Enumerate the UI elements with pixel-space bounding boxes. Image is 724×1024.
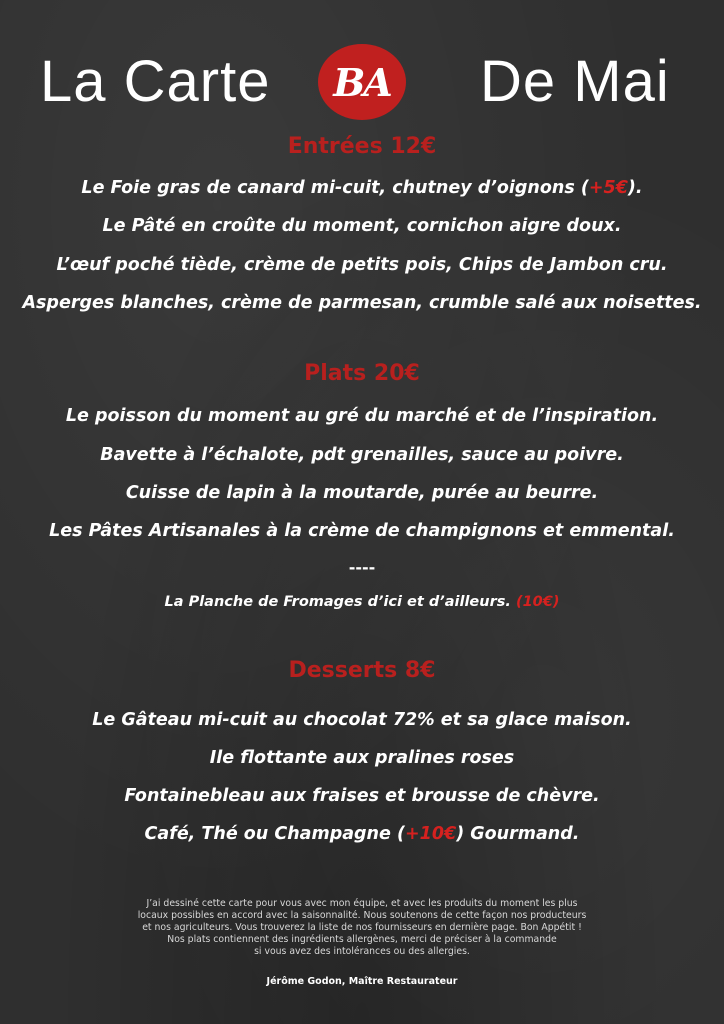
price-supplement: +5€: [588, 178, 628, 198]
separator: ----: [348, 558, 376, 577]
footer-line: locaux possibles en accord avec la saisonnalité. Nous soutenons de cette façon nos producteurs: [137, 910, 587, 921]
footer-line: si vous avez des intolérances ou des allergies.: [254, 946, 470, 957]
desserts-title: Desserts 8€: [288, 658, 436, 683]
footer-line: Nos plats contiennent des ingrédients allergènes, merci de préciser à la commande: [167, 934, 557, 945]
price-supplement: +10€: [404, 824, 457, 844]
menu-header: [0, 0, 724, 130]
title-la-carte: La Carte: [40, 49, 271, 114]
entree-item-foie-gras: [0, 178, 724, 198]
logo-monogram: BA: [333, 59, 391, 105]
chef-signature: Jérôme Godon, Maître Restaurateur: [266, 976, 458, 987]
dish-text-tail: ) Gourmand.: [456, 824, 580, 844]
dessert-item-ile-flottante: Ile flottante aux pralines roses: [209, 748, 515, 768]
entree-item-oeuf: L’œuf poché tiède, crème de petits pois, Chips de Jambon cru.: [56, 255, 668, 275]
dish-text: Le Foie gras de canard mi-cuit, chutney d’oignons (: [81, 178, 589, 198]
dish-text-tail: ).: [627, 178, 643, 198]
plat-item-lapin: Cuisse de lapin à la moutarde, purée au beurre.: [125, 483, 599, 503]
dish-text: Café, Thé ou Champagne (: [144, 824, 405, 844]
plat-item-bavette: Bavette à l’échalote, pdt grenailles, sauce au poivre.: [100, 445, 624, 465]
entree-item-pate: Le Pâté en croûte du moment, cornichon aigre doux.: [102, 216, 622, 236]
footer-note: [92, 898, 632, 958]
footer-line: et nos agriculteurs. Vous trouverez la liste de nos fournisseurs en dernière page. Bon Appétit !: [142, 922, 582, 933]
plat-item-poisson: Le poisson du moment au gré du marché et de l’inspiration.: [65, 406, 659, 426]
entrees-title: Entrées 12€: [287, 134, 437, 159]
price-supplement: (10€): [515, 594, 560, 610]
entree-item-asperges: Asperges blanches, crème de parmesan, crumble salé aux noisettes.: [22, 293, 702, 313]
dessert-item-fontainebleau: Fontainebleau aux fraises et brousse de chèvre.: [124, 786, 600, 806]
dessert-item-gateau: Le Gâteau mi-cuit au chocolat 72% et sa glace maison.: [92, 710, 632, 730]
footer-line: J’ai dessiné cette carte pour vous avec mon équipe, et avec les produits du moment les plus: [146, 898, 578, 909]
restaurant-logo-icon: [318, 44, 406, 120]
plat-item-pates: Les Pâtes Artisanales à la crème de champignons et emmental.: [49, 521, 675, 541]
title-de-mai: De Mai: [480, 49, 670, 114]
dessert-item-cafe-gourmand: [0, 824, 724, 844]
dish-text: La Planche de Fromages d’ici et d’ailleurs.: [164, 594, 516, 610]
cheese-board-item: [0, 594, 724, 610]
plats-title: Plats 20€: [304, 361, 420, 386]
